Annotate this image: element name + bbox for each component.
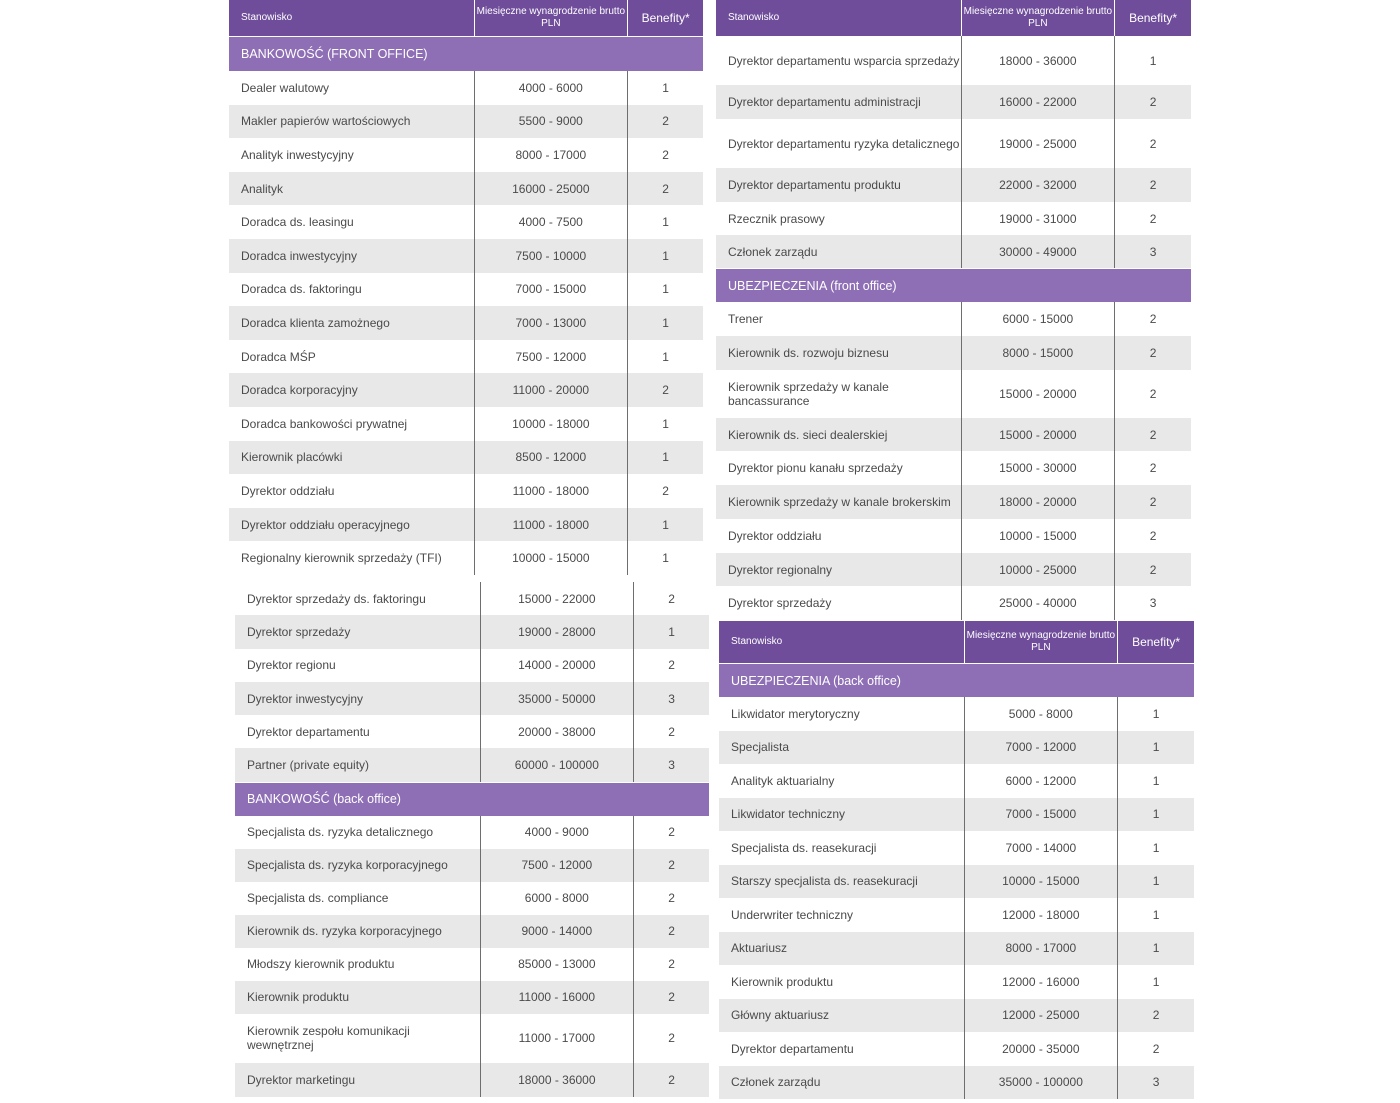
salary-cell: 18000 - 36000 bbox=[481, 1063, 635, 1097]
position-cell: Dyrektor departamentu bbox=[719, 1032, 965, 1066]
salary-cell: 35000 - 50000 bbox=[481, 682, 635, 715]
table-row bbox=[229, 138, 703, 172]
section-heading: UBEZPIECZENIA (back office) bbox=[719, 663, 1194, 697]
table-row bbox=[235, 849, 709, 882]
salary-cell: 30000 - 49000 bbox=[962, 235, 1116, 268]
table-insurance-back bbox=[719, 621, 1194, 1099]
position-cell: Kierownik produktu bbox=[235, 981, 481, 1014]
position-cell: Doradca ds. faktoringu bbox=[229, 273, 475, 307]
table-header bbox=[719, 621, 1194, 663]
benefits-cell: 2 bbox=[668, 957, 675, 972]
rows-container bbox=[716, 302, 1191, 620]
table-row bbox=[235, 649, 709, 682]
table-row bbox=[719, 831, 1194, 865]
salary-cell: 22000 - 32000 bbox=[962, 168, 1116, 202]
benefits-cell: 2 bbox=[668, 1072, 675, 1087]
benefits-cell: 2 bbox=[1149, 461, 1157, 475]
table-row bbox=[716, 485, 1191, 519]
table-row bbox=[719, 865, 1194, 899]
table-row bbox=[719, 965, 1194, 999]
position-cell: Kierownik ds. sieci dealerskiej bbox=[716, 418, 962, 451]
salary-cell: 10000 - 15000 bbox=[475, 541, 629, 575]
table-row bbox=[716, 586, 1191, 620]
table-row bbox=[229, 373, 703, 407]
benefits-cell: 2 bbox=[662, 147, 669, 162]
benefits-cell: 1 bbox=[662, 215, 669, 230]
table-row bbox=[716, 553, 1191, 586]
table-row bbox=[716, 36, 1191, 85]
table-row bbox=[229, 205, 703, 239]
benefits-cell: 1 bbox=[662, 416, 669, 431]
position-cell: Członek zarządu bbox=[719, 1066, 965, 1100]
benefits-cell: 2 bbox=[1149, 562, 1157, 577]
rows-container bbox=[719, 697, 1194, 1099]
salary-cell: 6000 - 12000 bbox=[965, 764, 1119, 798]
benefits-cell: 3 bbox=[1149, 596, 1157, 610]
benefits-cell: 2 bbox=[1149, 427, 1157, 442]
table-row bbox=[716, 202, 1191, 235]
position-cell: Doradca MŚP bbox=[229, 340, 475, 374]
header-position: Stanowisko bbox=[719, 621, 965, 663]
salary-cell: 15000 - 20000 bbox=[962, 418, 1116, 451]
salary-cell: 7500 - 12000 bbox=[481, 849, 635, 882]
table-banking-insurance-front bbox=[716, 0, 1191, 620]
table-row bbox=[719, 764, 1194, 798]
table-header bbox=[716, 0, 1191, 36]
table-row bbox=[229, 508, 703, 542]
position-cell: Dyrektor departamentu wsparcia sprzedaży bbox=[716, 36, 962, 85]
salary-cell: 18000 - 20000 bbox=[962, 485, 1116, 519]
header-position: Stanowisko bbox=[716, 0, 962, 36]
position-cell: Dyrektor departamentu produktu bbox=[716, 168, 962, 202]
benefits-cell: 1 bbox=[662, 248, 669, 263]
benefits-cell: 1 bbox=[1152, 773, 1160, 788]
table-row bbox=[716, 418, 1191, 451]
benefits-cell: 2 bbox=[1152, 1041, 1160, 1056]
position-cell: Specjalista ds. ryzyka detalicznego bbox=[235, 816, 481, 849]
salary-cell: 7000 - 13000 bbox=[475, 306, 629, 340]
section-heading: BANKOWOŚĆ (back office) bbox=[235, 782, 709, 816]
table-row bbox=[229, 541, 703, 575]
table-banking-front bbox=[229, 0, 703, 575]
salary-cell: 6000 - 15000 bbox=[962, 302, 1116, 336]
position-cell: Specjalista ds. reasekuracji bbox=[719, 831, 965, 865]
position-cell: Likwidator techniczny bbox=[719, 798, 965, 832]
salary-cell: 11000 - 20000 bbox=[475, 373, 629, 407]
benefits-cell: 1 bbox=[1152, 740, 1160, 755]
position-cell: Specjalista bbox=[719, 731, 965, 765]
salary-cell: 5000 - 8000 bbox=[965, 697, 1119, 731]
position-cell: Makler papierów wartościowych bbox=[229, 105, 475, 139]
salary-cell: 12000 - 16000 bbox=[965, 965, 1119, 999]
table-row bbox=[719, 697, 1194, 731]
position-cell: Analityk bbox=[229, 172, 475, 206]
header-salary: Miesięczne wynagrodzenie brutto PLN bbox=[965, 621, 1119, 663]
position-cell: Dealer walutowy bbox=[229, 71, 475, 105]
position-cell: Członek zarządu bbox=[716, 235, 962, 268]
benefits-cell: 2 bbox=[1152, 1008, 1160, 1023]
position-cell: Likwidator merytoryczny bbox=[719, 697, 965, 731]
salary-cell: 25000 - 40000 bbox=[962, 586, 1116, 620]
table-row bbox=[235, 582, 709, 615]
salary-cell: 20000 - 35000 bbox=[965, 1032, 1119, 1066]
benefits-cell: 3 bbox=[1152, 1075, 1160, 1090]
position-cell: Specjalista ds. compliance bbox=[235, 882, 481, 915]
table-row bbox=[229, 474, 703, 508]
salary-cell: 10000 - 15000 bbox=[962, 519, 1116, 553]
position-cell: Kierownik placówki bbox=[229, 441, 475, 475]
position-cell: Dyrektor oddziału bbox=[716, 519, 962, 553]
position-cell: Regionalny kierownik sprzedaży (TFI) bbox=[229, 541, 475, 575]
table-row bbox=[716, 302, 1191, 336]
position-cell: Młodszy kierownik produktu bbox=[235, 948, 481, 981]
rows-container bbox=[235, 582, 709, 782]
benefits-cell: 1 bbox=[1152, 974, 1160, 989]
position-cell: Dyrektor regionu bbox=[235, 649, 481, 682]
salary-cell: 4000 - 7500 bbox=[475, 205, 629, 239]
position-cell: Underwriter techniczny bbox=[719, 898, 965, 932]
position-cell: Doradca bankowości prywatnej bbox=[229, 407, 475, 441]
table-row bbox=[716, 85, 1191, 119]
salary-cell: 15000 - 22000 bbox=[481, 582, 635, 615]
position-cell: Trener bbox=[716, 302, 962, 336]
position-cell: Główny aktuariusz bbox=[719, 999, 965, 1033]
table-row bbox=[716, 336, 1191, 370]
benefits-cell: 2 bbox=[668, 891, 675, 906]
table-row bbox=[716, 370, 1191, 418]
benefits-cell: 2 bbox=[668, 825, 675, 840]
table-row bbox=[719, 798, 1194, 832]
rows-container bbox=[229, 71, 703, 575]
salary-cell: 10000 - 15000 bbox=[965, 865, 1119, 899]
position-cell: Dyrektor regionalny bbox=[716, 553, 962, 586]
benefits-cell: 3 bbox=[668, 691, 675, 706]
position-cell: Kierownik produktu bbox=[719, 965, 965, 999]
salary-cell: 19000 - 25000 bbox=[962, 119, 1116, 168]
position-cell: Doradca klienta zamożnego bbox=[229, 306, 475, 340]
salary-cell: 7000 - 14000 bbox=[965, 831, 1119, 865]
header-position: Stanowisko bbox=[229, 0, 475, 36]
benefits-cell: 2 bbox=[1149, 95, 1157, 109]
benefits-cell: 2 bbox=[668, 591, 675, 606]
header-benefits: Benefity* bbox=[641, 11, 690, 25]
salary-cell: 16000 - 25000 bbox=[475, 172, 629, 206]
benefits-cell: 1 bbox=[1152, 840, 1160, 855]
position-cell: Doradca inwestycyjny bbox=[229, 239, 475, 273]
rows-container bbox=[235, 816, 709, 1097]
salary-cell: 7500 - 10000 bbox=[475, 239, 629, 273]
salary-cell: 8500 - 12000 bbox=[475, 441, 629, 475]
section-heading: UBEZPIECZENIA (front office) bbox=[716, 268, 1191, 302]
rows-container bbox=[716, 36, 1191, 268]
position-cell: Dyrektor oddziału bbox=[229, 474, 475, 508]
salary-cell: 8000 - 17000 bbox=[475, 138, 629, 172]
position-cell: Partner (private equity) bbox=[235, 748, 481, 781]
salary-cell: 5500 - 9000 bbox=[475, 105, 629, 139]
table-row bbox=[229, 441, 703, 475]
position-cell: Kierownik sprzedaży w kanale bancassurance bbox=[716, 370, 962, 418]
header-salary: Miesięczne wynagrodzenie brutto PLN bbox=[962, 0, 1116, 36]
table-row bbox=[235, 715, 709, 748]
benefits-cell: 3 bbox=[668, 758, 675, 773]
benefits-cell: 2 bbox=[668, 858, 675, 873]
table-row bbox=[235, 748, 709, 781]
position-cell: Kierownik zespołu komunikacji wewnętrznej bbox=[235, 1014, 481, 1063]
benefits-cell: 2 bbox=[668, 658, 675, 673]
position-cell: Dyrektor sprzedaży bbox=[235, 615, 481, 648]
benefits-cell: 2 bbox=[668, 724, 675, 739]
salary-cell: 10000 - 25000 bbox=[962, 553, 1116, 586]
position-cell: Aktuariusz bbox=[719, 932, 965, 966]
position-cell: Dyrektor pionu kanału sprzedaży bbox=[716, 451, 962, 485]
position-cell: Specjalista ds. ryzyka korporacyjnego bbox=[235, 849, 481, 882]
benefits-cell: 2 bbox=[1149, 178, 1157, 192]
salary-cell: 4000 - 9000 bbox=[481, 816, 635, 849]
table-row bbox=[719, 999, 1194, 1033]
salary-cell: 12000 - 18000 bbox=[965, 898, 1119, 932]
benefits-cell: 1 bbox=[662, 315, 669, 330]
benefits-cell: 2 bbox=[1149, 529, 1157, 543]
table-row bbox=[235, 682, 709, 715]
position-cell: Dyrektor oddziału operacyjnego bbox=[229, 508, 475, 542]
table-row bbox=[719, 898, 1194, 932]
table-row bbox=[716, 451, 1191, 485]
table-row bbox=[229, 172, 703, 206]
table-row bbox=[229, 407, 703, 441]
salary-cell: 11000 - 16000 bbox=[481, 981, 635, 1014]
salary-cell: 6000 - 8000 bbox=[481, 882, 635, 915]
benefits-cell: 3 bbox=[1149, 244, 1157, 259]
benefits-cell: 1 bbox=[662, 282, 669, 297]
salary-cell: 19000 - 31000 bbox=[962, 202, 1116, 235]
salary-cell: 4000 - 6000 bbox=[475, 71, 629, 105]
position-cell: Kierownik ds. ryzyka korporacyjnego bbox=[235, 915, 481, 948]
benefits-cell: 2 bbox=[668, 990, 675, 1005]
benefits-cell: 2 bbox=[662, 181, 669, 196]
table-row bbox=[719, 731, 1194, 765]
table-row bbox=[716, 168, 1191, 202]
salary-cell: 7000 - 12000 bbox=[965, 731, 1119, 765]
benefits-cell: 2 bbox=[662, 483, 669, 498]
benefits-cell: 2 bbox=[1149, 346, 1157, 360]
position-cell: Analityk inwestycyjny bbox=[229, 138, 475, 172]
benefits-cell: 1 bbox=[1152, 907, 1160, 922]
benefits-cell: 1 bbox=[662, 349, 669, 364]
position-cell: Dyrektor departamentu administracji bbox=[716, 85, 962, 119]
benefits-cell: 1 bbox=[662, 517, 669, 532]
salary-cell: 14000 - 20000 bbox=[481, 649, 635, 682]
salary-cell: 15000 - 20000 bbox=[962, 370, 1116, 418]
benefits-cell: 1 bbox=[1149, 53, 1157, 68]
benefits-cell: 2 bbox=[668, 1031, 675, 1046]
position-cell: Dyrektor inwestycyjny bbox=[235, 682, 481, 715]
salary-cell: 8000 - 17000 bbox=[965, 932, 1119, 966]
position-cell: Doradca ds. leasingu bbox=[229, 205, 475, 239]
salary-cell: 11000 - 17000 bbox=[481, 1014, 635, 1063]
table-row bbox=[719, 932, 1194, 966]
table-row bbox=[229, 273, 703, 307]
table-row bbox=[235, 1014, 709, 1063]
position-cell: Kierownik ds. rozwoju biznesu bbox=[716, 336, 962, 370]
header-benefits: Benefity* bbox=[1129, 11, 1178, 25]
position-cell: Dyrektor sprzedaży bbox=[716, 586, 962, 620]
benefits-cell: 2 bbox=[1149, 136, 1157, 151]
salary-cell: 11000 - 18000 bbox=[475, 474, 629, 508]
benefits-cell: 2 bbox=[1149, 387, 1157, 401]
benefits-cell: 1 bbox=[668, 624, 675, 639]
benefits-cell: 2 bbox=[1149, 495, 1157, 509]
benefits-cell: 1 bbox=[1152, 874, 1160, 889]
salary-cell: 7000 - 15000 bbox=[965, 798, 1119, 832]
salary-cell: 20000 - 38000 bbox=[481, 715, 635, 748]
table-row bbox=[235, 915, 709, 948]
table-header bbox=[229, 0, 703, 36]
benefits-cell: 1 bbox=[662, 80, 669, 95]
table-row bbox=[235, 615, 709, 648]
salary-cell: 60000 - 100000 bbox=[481, 748, 635, 781]
benefits-cell: 2 bbox=[1149, 211, 1157, 226]
benefits-cell: 2 bbox=[662, 383, 669, 398]
table-row bbox=[719, 1066, 1194, 1100]
position-cell: Doradca korporacyjny bbox=[229, 373, 475, 407]
salary-cell: 15000 - 30000 bbox=[962, 451, 1116, 485]
table-row bbox=[716, 519, 1191, 553]
table-row bbox=[229, 105, 703, 139]
benefits-cell: 2 bbox=[662, 114, 669, 129]
position-cell: Dyrektor sprzedaży ds. faktoringu bbox=[235, 582, 481, 615]
position-cell: Kierownik sprzedaży w kanale brokerskim bbox=[716, 485, 962, 519]
salary-cell: 7000 - 15000 bbox=[475, 273, 629, 307]
header-benefits: Benefity* bbox=[1132, 635, 1181, 649]
salary-cell: 12000 - 25000 bbox=[965, 999, 1119, 1033]
table-row bbox=[229, 306, 703, 340]
position-cell: Rzecznik prasowy bbox=[716, 202, 962, 235]
salary-cell: 7500 - 12000 bbox=[475, 340, 629, 374]
table-row bbox=[229, 239, 703, 273]
table-row bbox=[716, 235, 1191, 268]
salary-cell: 8000 - 15000 bbox=[962, 336, 1116, 370]
section-heading: BANKOWOŚĆ (FRONT OFFICE) bbox=[229, 36, 703, 71]
table-row bbox=[229, 340, 703, 374]
benefits-cell: 1 bbox=[662, 450, 669, 465]
salary-cell: 18000 - 36000 bbox=[962, 36, 1116, 85]
table-row bbox=[716, 119, 1191, 168]
table-row bbox=[235, 882, 709, 915]
position-cell: Dyrektor departamentu bbox=[235, 715, 481, 748]
position-cell: Starszy specjalista ds. reasekuracji bbox=[719, 865, 965, 899]
position-cell: Dyrektor departamentu ryzyka detalicznego bbox=[716, 119, 962, 168]
salary-cell: 19000 - 28000 bbox=[481, 615, 635, 648]
salary-cell: 10000 - 18000 bbox=[475, 407, 629, 441]
salary-cell: 16000 - 22000 bbox=[962, 85, 1116, 119]
position-cell: Analityk aktuarialny bbox=[719, 764, 965, 798]
salary-cell: 35000 - 100000 bbox=[965, 1066, 1119, 1100]
position-cell: Dyrektor marketingu bbox=[235, 1063, 481, 1097]
benefits-cell: 1 bbox=[1152, 941, 1160, 956]
benefits-cell: 2 bbox=[1149, 312, 1157, 326]
table-banking-continued bbox=[235, 582, 709, 1097]
benefits-cell: 1 bbox=[1152, 807, 1160, 822]
table-row bbox=[235, 948, 709, 981]
table-row bbox=[235, 981, 709, 1014]
table-row bbox=[235, 1063, 709, 1097]
salary-cell: 11000 - 18000 bbox=[475, 508, 629, 542]
benefits-cell: 2 bbox=[668, 924, 675, 939]
header-salary: Miesięczne wynagrodzenie brutto PLN bbox=[475, 0, 629, 36]
benefits-cell: 1 bbox=[1152, 706, 1160, 721]
salary-cell: 9000 - 14000 bbox=[481, 915, 635, 948]
salary-cell: 85000 - 13000 bbox=[481, 948, 635, 981]
table-row bbox=[719, 1032, 1194, 1066]
benefits-cell: 1 bbox=[662, 551, 669, 566]
table-row bbox=[229, 71, 703, 105]
table-row bbox=[235, 816, 709, 849]
